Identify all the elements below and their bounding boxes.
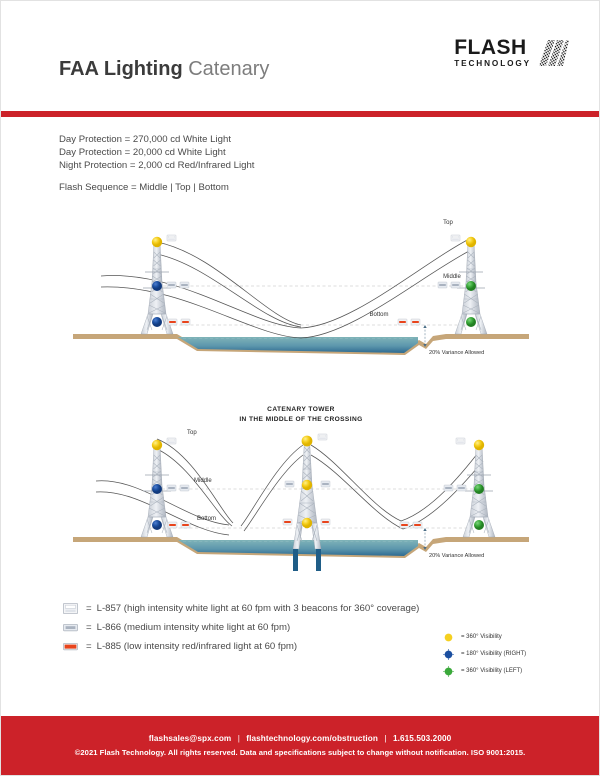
legend-item-text: L-857 (high intensity white light at 60 fpm with 3 beacons for 360° coverage) — [96, 602, 420, 614]
legend-equals: = — [86, 602, 92, 614]
logo-secondary-text: TECHNOLOGY — [454, 59, 531, 68]
beacon-bottom-blue — [152, 317, 162, 327]
spec-line-flash-sequence: Flash Sequence = Middle | Top | Bottom — [59, 181, 229, 193]
blue-beacon-icon — [443, 649, 454, 660]
yellow-beacon-icon — [443, 632, 454, 643]
beacon-top-yellow-2 — [152, 440, 162, 450]
catenary-diagram-two-towers — [1, 194, 600, 389]
diagram-area — [1, 194, 599, 589]
legend-item — [63, 637, 419, 656]
logo-primary-text: FLASH — [454, 36, 527, 59]
label-variance-2: 20% Variance Allowed — [429, 552, 485, 559]
right-tower-chips — [398, 235, 460, 325]
footer-website[interactable]: flashtechnology.com/obstruction — [246, 734, 378, 743]
footer-copyright: ©2021 Flash Technology. All rights reserved. Data and specifications subject to change without notification. ISO 9001:2015. — [74, 748, 526, 757]
spec-line-day-270k: Day Protection = 270,000 cd White Light — [59, 134, 231, 145]
page-title — [59, 59, 269, 79]
beacon-bottom-green — [466, 317, 476, 327]
legend-item-text: L-885 (low intensity red/infrared light at 60 fpm) — [96, 640, 298, 652]
document-header — [1, 1, 599, 111]
specification-block — [59, 133, 599, 194]
legend-equals: = — [86, 621, 92, 633]
beacon-center-middle-yellow — [302, 480, 312, 490]
legend-item-text: L-866 (medium intensity white light at 60 fpm) — [96, 621, 291, 633]
lamp-type-legend — [63, 599, 419, 656]
page-title-light: Catenary — [188, 58, 270, 80]
beacon-center-top-yellow — [302, 435, 313, 446]
label-top: Top — [443, 219, 453, 226]
label-middle-2: Middle — [194, 477, 212, 484]
footer-separator: | — [237, 734, 240, 743]
label-variance: 20% Variance Allowed — [429, 349, 485, 356]
header-divider — [1, 111, 599, 117]
beacon-middle-green-2 — [474, 484, 484, 494]
center-title-line1: CATENARY TOWER — [267, 405, 335, 413]
center-tower-pier-right — [316, 549, 321, 571]
label-bottom-2: Bottom — [197, 515, 217, 522]
spec-line-day-20k: Day Protection = 20,000 cd White Light — [59, 147, 226, 159]
level-guides — [163, 286, 471, 325]
green-beacon-icon — [443, 666, 454, 677]
visibility-item-text: = 360° Visibility — [461, 634, 502, 641]
footer-phone[interactable]: 1.615.503.2000 — [392, 734, 452, 743]
beacon-bottom-green-2 — [474, 520, 484, 530]
l857-white-box-icon — [63, 603, 78, 614]
footer-contact-line — [149, 734, 452, 743]
legend-area — [1, 595, 599, 690]
footer-email[interactable]: flashsales@spx.com — [148, 734, 232, 743]
beacon-top-yellow-right — [466, 237, 476, 247]
beacon-bottom-blue-2 — [152, 520, 162, 530]
visibility-item — [443, 663, 526, 680]
legend-equals: = — [86, 640, 92, 652]
label-bottom: Bottom — [369, 311, 389, 318]
visibility-item — [443, 629, 526, 646]
l885-red-box-icon — [63, 641, 78, 652]
label-top-2: Top — [187, 429, 197, 436]
legend-item — [63, 618, 419, 637]
visibility-item-text: = 360° Visibility (LEFT) — [461, 668, 523, 675]
brand-logo — [454, 37, 569, 68]
l866-gray-box-icon — [63, 622, 78, 633]
beacon-middle-blue — [152, 281, 162, 291]
label-middle: Middle — [443, 273, 461, 280]
beacon-center-bottom-yellow — [302, 518, 312, 528]
diagonal-stripes-logo-icon — [539, 38, 569, 68]
beacon-top-yellow-right-2 — [474, 440, 484, 450]
center-tower-pier-left — [293, 549, 298, 571]
beacon-top-yellow — [152, 237, 162, 247]
beacon-middle-blue-2 — [152, 484, 162, 494]
visibility-item-text: = 180° Visibility (RIGHT) — [461, 651, 527, 658]
document-footer — [1, 716, 599, 775]
footer-separator: | — [384, 734, 387, 743]
visibility-legend — [443, 629, 526, 680]
center-tower — [293, 441, 321, 549]
page-title-bold: FAA Lighting — [59, 58, 183, 80]
visibility-item — [443, 646, 526, 663]
spec-line-night-2k: Night Protection = 2,000 cd Red/Infrared Light — [59, 160, 255, 172]
logo-wordmark — [454, 37, 531, 68]
beacon-middle-green — [466, 281, 476, 291]
legend-item — [63, 599, 419, 618]
catenary-diagram-three-towers — [1, 389, 600, 589]
center-title-line2: IN THE MIDDLE OF THE CROSSING — [239, 415, 363, 423]
right-tower-chips-2 — [400, 438, 466, 528]
